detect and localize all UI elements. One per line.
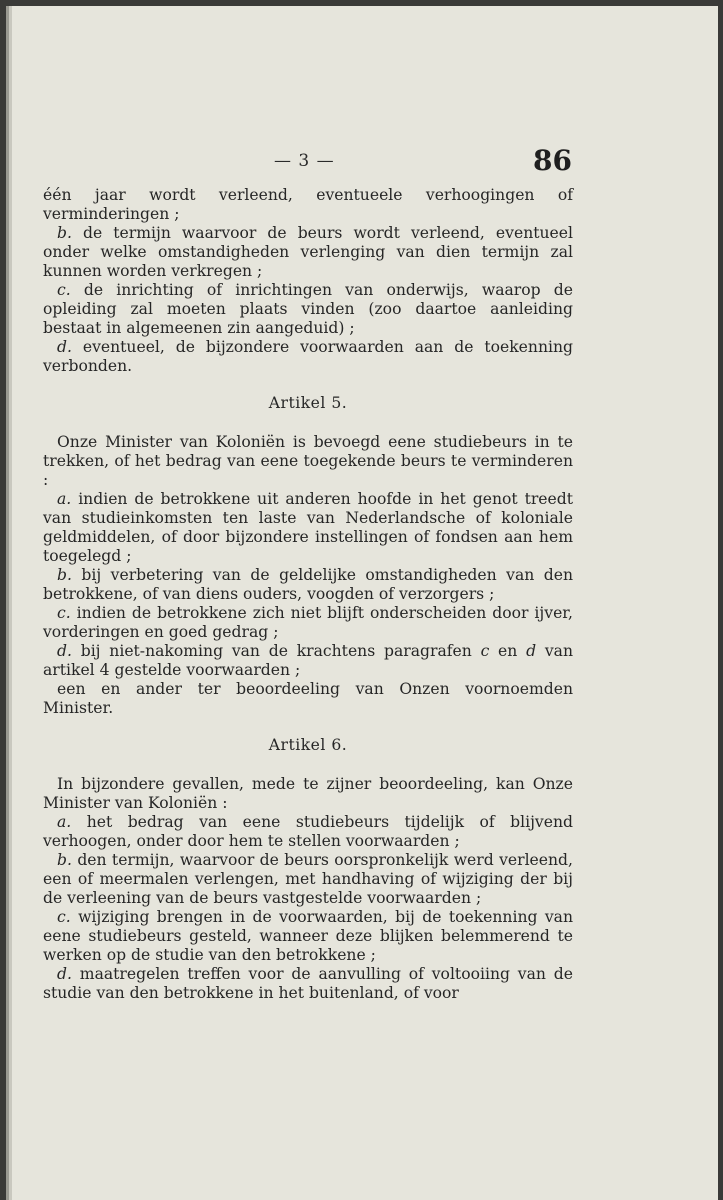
item-letter: a. — [57, 813, 72, 831]
artikel-6-item-a: a. het bedrag van eene studiebeurs tijdelijk of blijvend verhoogen, onder door hem te stellen voorwaarden ; — [43, 813, 573, 850]
item-letter: c. — [57, 908, 71, 926]
item-letter: d. — [57, 965, 72, 983]
page-number: 86 — [533, 144, 572, 177]
list-item-c: c. de inrichting of inrichtingen van onderwijs, waarop de opleiding zal moeten plaats vinden (zoo daartoe aanleiding bestaat in algemeenen zin aangeduid) ; — [43, 281, 573, 337]
item-letter: b. — [57, 851, 72, 869]
document-page — [6, 6, 718, 1200]
artikel-6-item-c: c. wijziging brengen in de voorwaarden, bij de toekenning van eene studiebeurs gesteld, wanneer deze blijken belemmerend te werken op de studie van den betrokkene ; — [43, 908, 573, 964]
heading-artikel-6: Artikel 6. — [268, 736, 348, 754]
page-label: — 3 — — [274, 151, 335, 171]
item-letter: d. — [57, 642, 72, 660]
page-edge — [9, 6, 12, 1200]
artikel-6-item-d: d. maatregelen treffen voor de aanvulling of voltooiing van de studie van den betrokkene in het buitenland, of voor — [43, 965, 573, 1002]
item-letter: a. — [57, 490, 72, 508]
artikel-5-item-a: a. indien de betrokkene uit anderen hoofde in het genot treedt van studieinkomsten ten laste van Nederlandsche of koloniale geldmiddelen, of door bijzondere instellingen of fondsen aan hem toegelegd ; — [43, 490, 573, 565]
item-letter: c. — [57, 604, 71, 622]
artikel-5-item-d: d. bij niet-nakoming van de krachtens paragrafen c en d van artikel 4 gestelde voorwaarden ; — [43, 642, 574, 679]
item-letter: b. — [57, 224, 72, 242]
artikel-6-intro: In bijzondere gevallen, mede te zijner beoordeeling, kan Onze Minister van Koloniën : — [43, 775, 573, 812]
artikel-6-item-b: b. den termijn, waarvoor de beurs oorspronkelijk werd verleend, een of meermalen verlengen, met handhaving of wijziging der bij de verleening van de beurs vastgestelde voorwaarden ; — [43, 851, 573, 907]
item-letter: c. — [57, 281, 71, 299]
list-item-d: d. eventueel, de bijzondere voorwaarden aan de toekenning verbonden. — [43, 338, 573, 375]
artikel-5-item-b: b. bij verbetering van de geldelijke omstandigheden van den betrokkene, of van diens ouders, voogden of verzorgers ; — [43, 566, 573, 603]
list-item-b: b. de termijn waarvoor de beurs wordt verleend, eventueel onder welke omstandigheden verlenging van dien termijn zal kunnen worden verkregen ; — [43, 224, 573, 280]
artikel-5-item-c: c. indien de betrokkene zich niet blijft onderscheiden door ijver, vorderingen en goed gedrag ; — [43, 604, 573, 641]
item-letter: b. — [57, 566, 72, 584]
artikel-5-intro: Onze Minister van Koloniën is bevoegd eene studiebeurs in te trekken, of het bedrag van eene toegekende beurs te verminderen : — [43, 433, 573, 489]
heading-artikel-5: Artikel 5. — [268, 394, 348, 412]
paragraph-continuation: één jaar wordt verleend, eventueele verhoogingen of verminderingen ; — [43, 186, 573, 223]
item-letter: d. — [57, 338, 72, 356]
artikel-5-closing: een en ander ter beoordeeling van Onzen voornoemden Minister. — [43, 680, 573, 717]
body-text — [43, 186, 573, 1003]
